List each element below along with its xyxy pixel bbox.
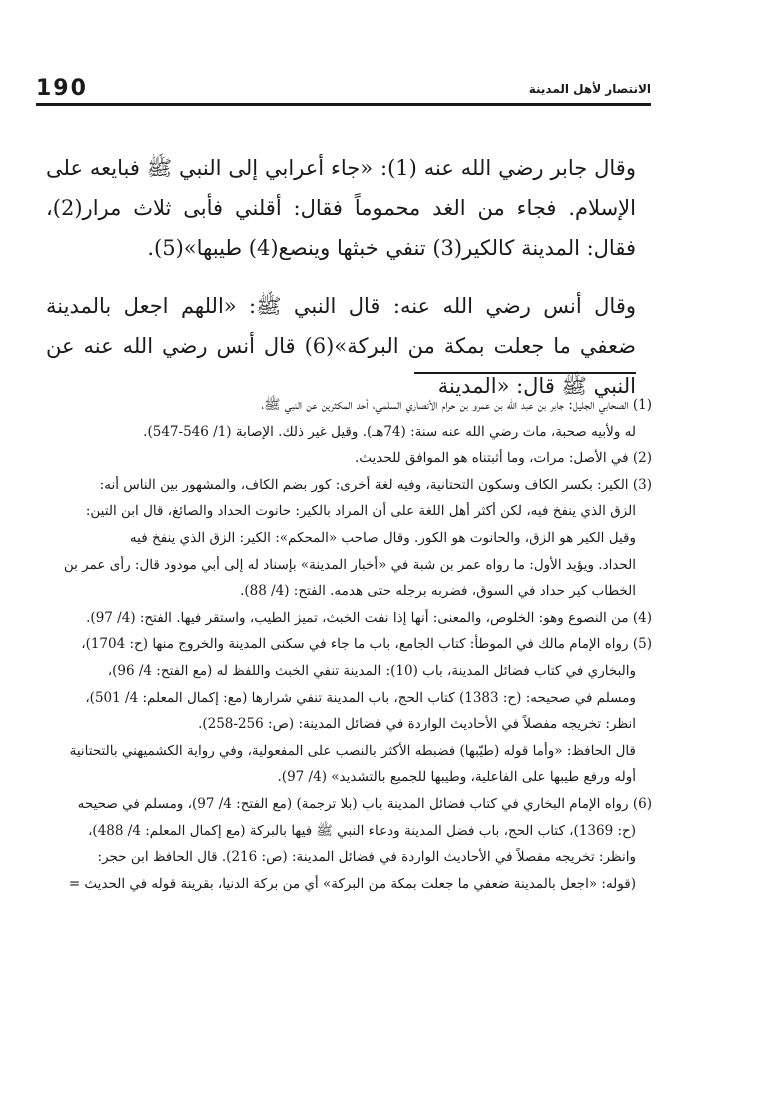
footnote-line: أوله ورفع طيبها على الفاعلية، وطيبها للجميع بالتشديد» (4/ 97). [277,769,636,786]
footnote-line: (3) الكير: بكسر الكاف وسكون التحتانية، وفيه لغة أخرى: كور بضم الكاف، والمشهور بين الناس أنه: [99,476,652,493]
running-title: الانتصار لأهل المدينة [528,82,651,96]
footnote-3 [44,472,652,605]
footnote-line: ومسلم في صحيحه: (ح: 1383) كتاب الحج، باب المدينة تنفي شرارها (مع: إكمال المعلم: 4/ 501)، [85,689,636,706]
footnote-line: الزق الذي ينفخ فيه، لكن أكثر أهل اللغة على أن المراد بالكير: حانوت الحداد والصائغ، قال ابن التين: [85,503,636,520]
footnote-line: (ح: 1369)، كتاب الحج، باب فضل المدينة ودعاء النبي ﷺ فيها بالبركة (مع إكمال المعلم: 4/ 488)، [88,822,636,839]
footnote-line: والبخاري في كتاب فضائل المدينة، باب (10): المدينة تنفي الخبث واللفظ له (مع الفتح: 4/ 96)، [107,662,636,679]
footnote-line: (6) رواه الإمام البخاري في كتاب فضائل المدينة باب (بلا ترجمة) (مع الفتح: 4/ 97)، ومسلم في صحيحه [77,795,652,812]
footnote-line: انظر: تخريجه مفصلاً في الأحاديث الواردة في فضائل المدينة: (ص: 256-258). [198,716,636,733]
footnote-line: الخطاب كير حداد في السوق، فضربه برجله حتى هدمه. الفتح: (4/ 88). [240,583,636,600]
footnote-line: قال الحافظ: «وأما قوله (طيّبها) فضبطه الأكثر بالنصب على المفعولية، وفي رواية الكشميهني بالتحتانية [69,742,636,759]
footnote-1 [44,392,652,445]
footnote-line: له ولأبيه صحبة، مات رضي الله عنه سنة: (74هـ). وقيل غير ذلك. الإصابة (1/ 546-547). [143,423,636,440]
footnote-4 [44,605,652,632]
main-paragraph: وقال جابر رضي الله عنه (1): «جاء أعرابي إلى النبي ﷺ فبايعه على الإسلام. فجاء من الغد محموماً فقال: أقلني فأبى ثلاث مرار(2)، فقال: المدينة كالكير(3) تنفي خبثها وينصع(4) طيبها»(5). [46,156,636,260]
footnote-line: (5) رواه الإمام مالك في الموطأ: كتاب الجامع، باب ما جاء في سكنى المدينة والخروج منها (ح: 1704)، [81,636,652,653]
footnotes [44,392,652,897]
footnote-line: (قوله: «اجعل بالمدينة ضعفي ما جعلت بمكة من البركة» أي من بركة الدنيا، بقرينة قوله في الحديث = [68,875,636,892]
page-number: 190 [36,76,88,101]
footnote-line: (1) الصحابي الجليل: جابر بن عبد الله بن عمرو بن حرام الأنصاري السلمي، أحد المكثرين عن النبي ﷺ، [261,397,652,413]
footnote-5 [44,631,652,791]
footnote-6 [44,791,652,897]
footnote-separator [414,372,636,374]
footnote-line: (4) من النصوع وهو: الخلوص، والمعنى: أنها إذا نفت الخبث، تميز الطيب، واستقر فيها. الفتح: (4/ 97). [86,609,652,626]
footnote-line: (2) في الأصل: مرات، وما أثبتناه هو الموافق للحديث. [354,450,652,467]
main-text [46,148,636,406]
footnote-line: وانظر: تخريجه مفصلاً في الأحاديث الواردة في فضائل المدينة: (ص: 216). قال الحافظ ابن حجر: [97,849,636,866]
footnote-2 [44,445,652,472]
footnote-line: وقيل الكير هو الزق، والحانوت هو الكور. وقال صاحب «المحكم»: الكير: الزق الذي ينفخ فيه [129,529,636,546]
page-header [36,76,651,104]
header-rule [36,103,651,106]
main-paragraph: وقال أنس رضي الله عنه: قال النبي ﷺ: «اللهم اجعل بالمدينة ضعفي ما جعلت بمكة من البركة»(6) قال أنس رضي الله عنه عن النبي ﷺ قال: «المدينة [46,294,636,398]
footnote-line: الحداد. ويؤيد الأول: ما رواه عمر بن شبة في «أخبار المدينة» بإسناد له إلى أبي مودود قال: رأى عمر بن [63,556,636,573]
